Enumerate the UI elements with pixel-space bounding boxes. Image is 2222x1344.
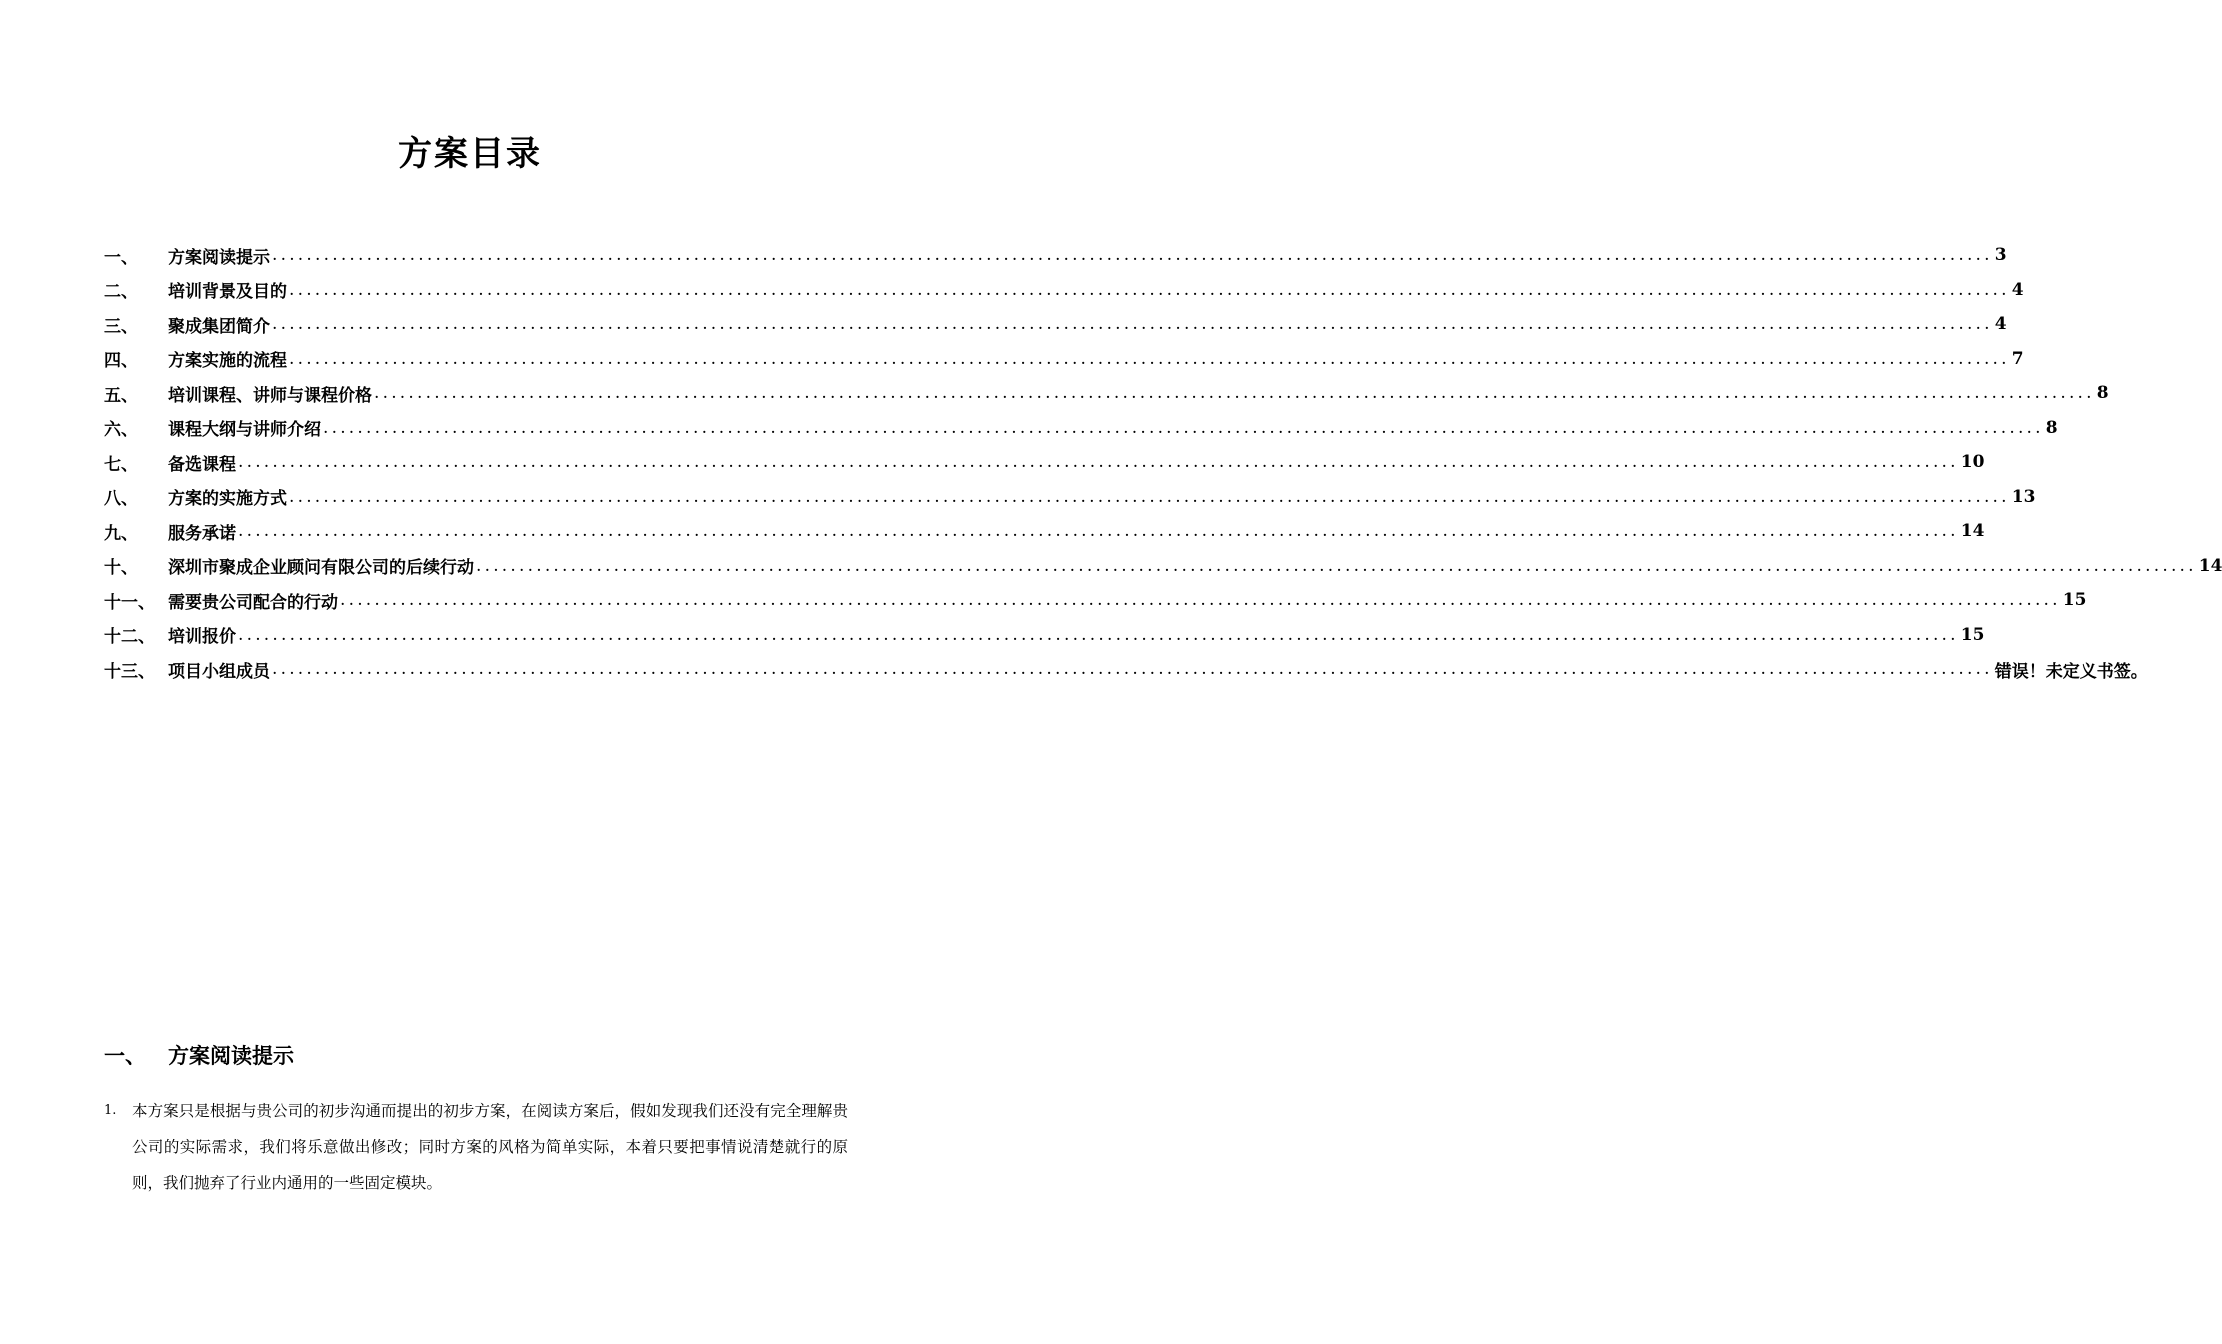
toc-entry-label: 方案实施的流程 bbox=[168, 351, 287, 372]
toc-entry-page: 4 bbox=[1994, 314, 2007, 335]
toc-entry-page: 14 bbox=[2198, 555, 2222, 576]
toc-entry[interactable] bbox=[104, 273, 2024, 308]
toc-entry-page: 7 bbox=[2011, 348, 2024, 369]
toc-entry-label: 培训背景及目的 bbox=[168, 282, 287, 303]
toc-entry-number: 一、 bbox=[104, 247, 138, 268]
toc-entry[interactable] bbox=[104, 514, 1985, 549]
toc-entry[interactable] bbox=[104, 652, 2148, 687]
toc-leader-dots: ........................................................................................................................................................................................................ bbox=[272, 659, 1993, 680]
toc-entry[interactable] bbox=[104, 307, 2007, 342]
toc-entry-number: 十一、 bbox=[104, 592, 155, 613]
toc-entry-label: 深圳市聚成企业顾问有限公司的后续行动 bbox=[168, 558, 474, 579]
toc-entry-number: 八、 bbox=[104, 489, 138, 510]
toc-entry[interactable] bbox=[104, 583, 2087, 618]
toc-entry[interactable] bbox=[104, 549, 2222, 584]
toc-entry[interactable] bbox=[104, 238, 2007, 273]
paragraph-number: 1. bbox=[104, 1103, 117, 1118]
toc-leader-dots: ........................................................................................................................................................................................................ bbox=[238, 521, 1959, 542]
toc-entry-number: 十二、 bbox=[104, 627, 155, 648]
toc-entry-number: 十三、 bbox=[104, 661, 155, 682]
toc-entry-page: 15 bbox=[1960, 624, 1985, 645]
toc-entry-number: 七、 bbox=[104, 454, 138, 475]
toc-leader-dots: ........................................................................................................................................................................................................ bbox=[238, 452, 1959, 473]
toc-entry[interactable] bbox=[104, 342, 2024, 377]
toc-entry-page: 14 bbox=[1960, 521, 1985, 542]
toc-leader-dots: ........................................................................................................................................................................................................ bbox=[323, 417, 2044, 438]
paragraph bbox=[104, 1093, 848, 1201]
section-number: 一、 bbox=[104, 1043, 146, 1068]
toc-entry-label: 方案的实施方式 bbox=[168, 489, 287, 510]
toc-entry-number: 九、 bbox=[104, 523, 138, 544]
toc-entry-page: 8 bbox=[2096, 383, 2109, 404]
toc-entry-number: 三、 bbox=[104, 316, 138, 337]
toc-leader-dots: ........................................................................................................................................................................................................ bbox=[374, 383, 2095, 404]
section-heading bbox=[104, 1040, 294, 1070]
toc-list bbox=[104, 238, 2222, 687]
toc-entry-label: 备选课程 bbox=[168, 454, 236, 475]
toc-entry-label: 培训报价 bbox=[168, 627, 236, 648]
toc-entry-page: 4 bbox=[2011, 279, 2024, 300]
toc-entry[interactable] bbox=[104, 480, 2036, 515]
toc-entry-number: 五、 bbox=[104, 385, 138, 406]
toc-leader-dots: ........................................................................................................................................................................................................ bbox=[289, 348, 2010, 369]
toc-leader-dots: ........................................................................................................................................................................................................ bbox=[476, 555, 2197, 576]
toc-entry-label: 项目小组成员 bbox=[168, 661, 270, 682]
toc-leader-dots: ........................................................................................................................................................................................................ bbox=[289, 486, 2010, 507]
section-title: 方案阅读提示 bbox=[168, 1043, 294, 1068]
toc-entry-label: 需要贵公司配合的行动 bbox=[168, 592, 338, 613]
toc-entry[interactable] bbox=[104, 445, 1985, 480]
toc-entry-page: 15 bbox=[2062, 590, 2087, 611]
toc-leader-dots: ........................................................................................................................................................................................................ bbox=[340, 590, 2061, 611]
toc-entry-label: 服务承诺 bbox=[168, 523, 236, 544]
toc-entry-page: 10 bbox=[1960, 452, 1985, 473]
toc-entry-number: 四、 bbox=[104, 351, 138, 372]
paragraph-text: 本方案只是根据与贵公司的初步沟通而提出的初步方案，在阅读方案后，假如发现我们还没有完全理解贵公司的实际需求，我们将乐意做出修改；同时方案的风格为简单实际，本着只要把事情说清楚就行的原则，我们抛弃了行业内通用的一些固定模块。 bbox=[132, 1102, 848, 1192]
toc-entry-label: 课程大纲与讲师介绍 bbox=[168, 420, 321, 441]
toc-entry-page: 13 bbox=[2011, 486, 2036, 507]
toc-entry[interactable] bbox=[104, 411, 2058, 446]
toc-entry-label: 培训课程、讲师与课程价格 bbox=[168, 385, 372, 406]
toc-leader-dots: ........................................................................................................................................................................................................ bbox=[272, 314, 1993, 335]
toc-entry-number: 六、 bbox=[104, 420, 138, 441]
toc-entry-page: 8 bbox=[2045, 417, 2058, 438]
toc-leader-dots: ........................................................................................................................................................................................................ bbox=[272, 245, 1993, 266]
toc-leader-dots: ........................................................................................................................................................................................................ bbox=[289, 279, 2010, 300]
toc-title: 方案目录 bbox=[398, 134, 542, 174]
toc-entry-number: 二、 bbox=[104, 282, 138, 303]
toc-entry[interactable] bbox=[104, 376, 2109, 411]
toc-entry-number: 十、 bbox=[104, 558, 138, 579]
toc-leader-dots: ........................................................................................................................................................................................................ bbox=[238, 624, 1959, 645]
toc-entry-label: 方案阅读提示 bbox=[168, 247, 270, 268]
toc-entry-page: 错误！未定义书签。 bbox=[1994, 661, 2148, 682]
toc-entry[interactable] bbox=[104, 618, 1985, 653]
toc-entry-page: 3 bbox=[1994, 245, 2007, 266]
toc-entry-label: 聚成集团简介 bbox=[168, 316, 270, 337]
